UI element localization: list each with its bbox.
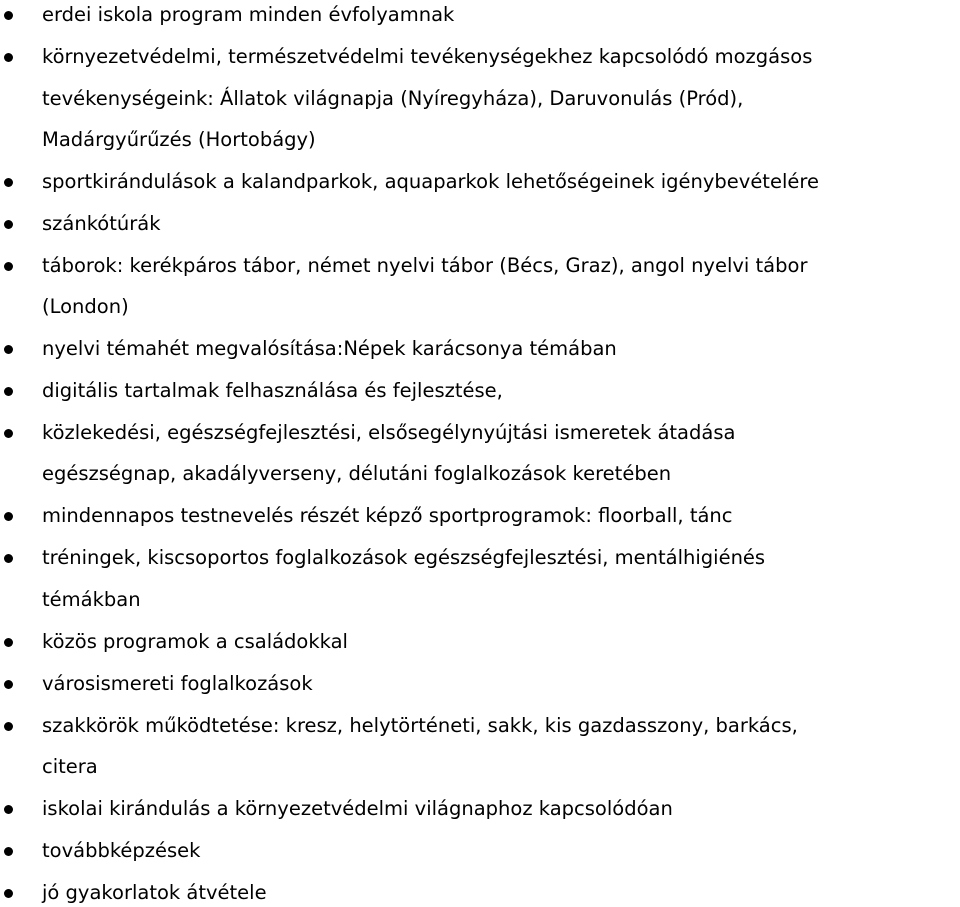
list-item-text: táborok: kerékpáros tábor, német nyelvi tábor (Bécs, Graz), angol nyelvi tábor bbox=[42, 254, 808, 277]
list-item-text: nyelvi témahét megvalósítása:Népek karácsonya témában bbox=[42, 337, 617, 360]
bullet-icon bbox=[4, 262, 13, 271]
list-item-text: iskolai kirándulás a környezetvédelmi világnaphoz kapcsolódóan bbox=[42, 797, 673, 820]
bullet-icon bbox=[4, 722, 13, 731]
list-item-text: egészségnap, akadályverseny, délutáni foglalkozások keretében bbox=[42, 462, 672, 485]
list-item-text: szánkótúrák bbox=[42, 212, 161, 235]
list-item-text: közös programok a családokkal bbox=[42, 630, 348, 653]
bullet-icon bbox=[4, 53, 13, 62]
list-item-text: jó gyakorlatok átvétele bbox=[42, 881, 267, 904]
list-item-text: digitális tartalmak felhasználása és fejlesztése, bbox=[42, 379, 503, 402]
list-item-text: citera bbox=[42, 755, 98, 778]
bullet-icon bbox=[4, 805, 13, 814]
bullet-icon bbox=[4, 11, 13, 20]
bullet-icon bbox=[4, 889, 13, 898]
bullet-icon bbox=[4, 680, 13, 689]
list-item-text: sportkirándulások a kalandparkok, aquaparkok lehetőségeinek igénybevételére bbox=[42, 170, 819, 193]
bullet-icon bbox=[4, 429, 13, 438]
bullet-icon bbox=[4, 638, 13, 647]
list-item-text: közlekedési, egészségfejlesztési, elsősegélynyújtási ismeretek átadása bbox=[42, 421, 736, 444]
bullet-icon bbox=[4, 345, 13, 354]
list-item-text: továbbképzések bbox=[42, 839, 201, 862]
bullet-icon bbox=[4, 178, 13, 187]
list-item-text: (London) bbox=[42, 295, 129, 318]
bullet-icon bbox=[4, 512, 13, 521]
list-item-text: tevékenységeink: Állatok világnapja (Nyíregyháza), Daruvonulás (Pród), bbox=[42, 87, 744, 110]
list-item-text: szakkörök működtetése: kresz, helytörténeti, sakk, kis gazdasszony, barkács, bbox=[42, 714, 798, 737]
bullet-icon bbox=[4, 220, 13, 229]
list-item-text: tréningek, kiscsoportos foglalkozások egészségfejlesztési, mentálhigiénés bbox=[42, 546, 766, 569]
bullet-icon bbox=[4, 387, 13, 396]
list-item-text: erdei iskola program minden évfolyamnak bbox=[42, 3, 455, 26]
list-item-text: környezetvédelmi, természetvédelmi tevékenységekhez kapcsolódó mozgásos bbox=[42, 45, 813, 68]
list-item-text: Madárgyűrűzés (Hortobágy) bbox=[42, 128, 316, 151]
bullet-icon bbox=[4, 847, 13, 856]
list-item-text: városismereti foglalkozások bbox=[42, 672, 313, 695]
bullet-icon bbox=[4, 554, 13, 563]
list-item-text: témákban bbox=[42, 588, 141, 611]
list-item-text: mindennapos testnevelés részét képző sportprogramok: floorball, tánc bbox=[42, 504, 733, 527]
